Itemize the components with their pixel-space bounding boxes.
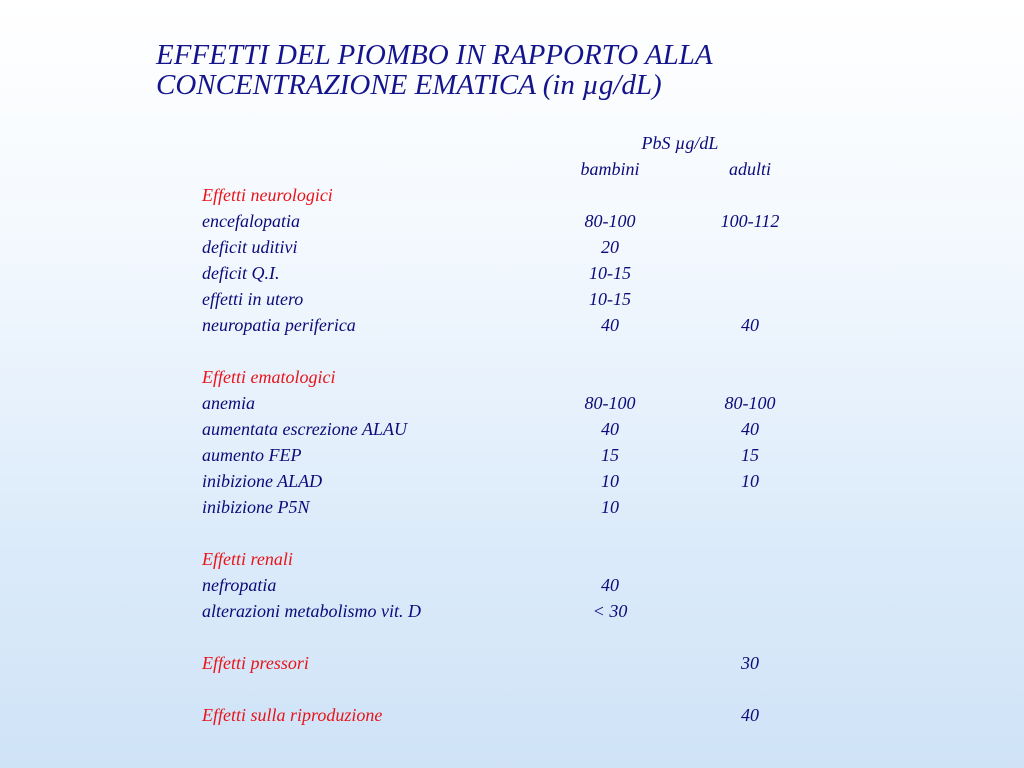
value-bambini: 40 [601, 419, 619, 439]
table-row [0, 468, 1024, 494]
effect-label: deficit uditivi [202, 237, 298, 257]
slide-title [156, 40, 713, 100]
section-heading: Effetti sulla riproduzione [202, 705, 383, 725]
table-row [0, 598, 1024, 624]
value-bambini: 20 [601, 237, 619, 257]
effect-label: encefalopatia [202, 211, 300, 231]
effect-label: aumento FEP [202, 445, 302, 465]
value-bambini: 40 [601, 575, 619, 595]
value-adulti: 100-112 [720, 211, 780, 231]
table-row [0, 494, 1024, 520]
value-bambini: 80-100 [584, 211, 636, 231]
value-adulti: 40 [741, 315, 759, 335]
effect-label: nefropatia [202, 575, 277, 595]
section-heading: Effetti neurologici [202, 185, 333, 205]
spacer-row [0, 520, 1024, 546]
effect-label: alterazioni metabolismo vit. D [202, 601, 421, 621]
value-bambini: < 30 [592, 601, 628, 621]
table-row [0, 442, 1024, 468]
section-heading: Effetti pressori [202, 653, 309, 673]
effect-label: anemia [202, 393, 255, 413]
spacer-row [0, 338, 1024, 364]
value-bambini: 10 [601, 497, 619, 517]
value-adulti: 10 [741, 471, 759, 491]
table-row [0, 312, 1024, 338]
value-adulti: 15 [741, 445, 759, 465]
value-adulti: 40 [741, 705, 759, 725]
spacer-row [0, 676, 1024, 702]
column-header-bambini: bambini [580, 159, 640, 179]
section-row [0, 546, 1024, 572]
effect-label: inibizione ALAD [202, 471, 323, 491]
effect-label: inibizione P5N [202, 497, 310, 517]
value-adulti: 30 [741, 653, 759, 673]
table-row [0, 208, 1024, 234]
table-row [0, 572, 1024, 598]
value-bambini: 10-15 [589, 263, 631, 283]
effect-label: neuropatia periferica [202, 315, 356, 335]
section-row [0, 650, 1024, 676]
slide-title-line-1: EFFETTI DEL PIOMBO IN RAPPORTO ALLA [156, 39, 713, 71]
table-row [0, 234, 1024, 260]
table-row [0, 286, 1024, 312]
effect-label: deficit Q.I. [202, 263, 280, 283]
table-row [0, 416, 1024, 442]
value-adulti: 40 [741, 419, 759, 439]
value-adulti: 80-100 [724, 393, 776, 413]
section-row [0, 702, 1024, 728]
section-row [0, 182, 1024, 208]
spacer-row [0, 624, 1024, 650]
table-header-unit: PbS µg/dL [641, 133, 719, 153]
effects-table [0, 182, 1024, 728]
column-header-adulti: adulti [728, 159, 771, 179]
slide-title-line-2: CONCENTRAZIONE EMATICA (in µg/dL) [156, 69, 662, 101]
value-bambini: 40 [601, 315, 619, 335]
value-bambini: 80-100 [584, 393, 636, 413]
table-row [0, 390, 1024, 416]
effect-label: effetti in utero [202, 289, 304, 309]
section-heading: Effetti ematologici [202, 367, 336, 387]
section-heading: Effetti renali [202, 549, 293, 569]
effect-label: aumentata escrezione ALAU [202, 419, 407, 439]
value-bambini: 10-15 [589, 289, 631, 309]
value-bambini: 15 [601, 445, 619, 465]
table-row [0, 260, 1024, 286]
value-bambini: 10 [601, 471, 619, 491]
section-row [0, 364, 1024, 390]
